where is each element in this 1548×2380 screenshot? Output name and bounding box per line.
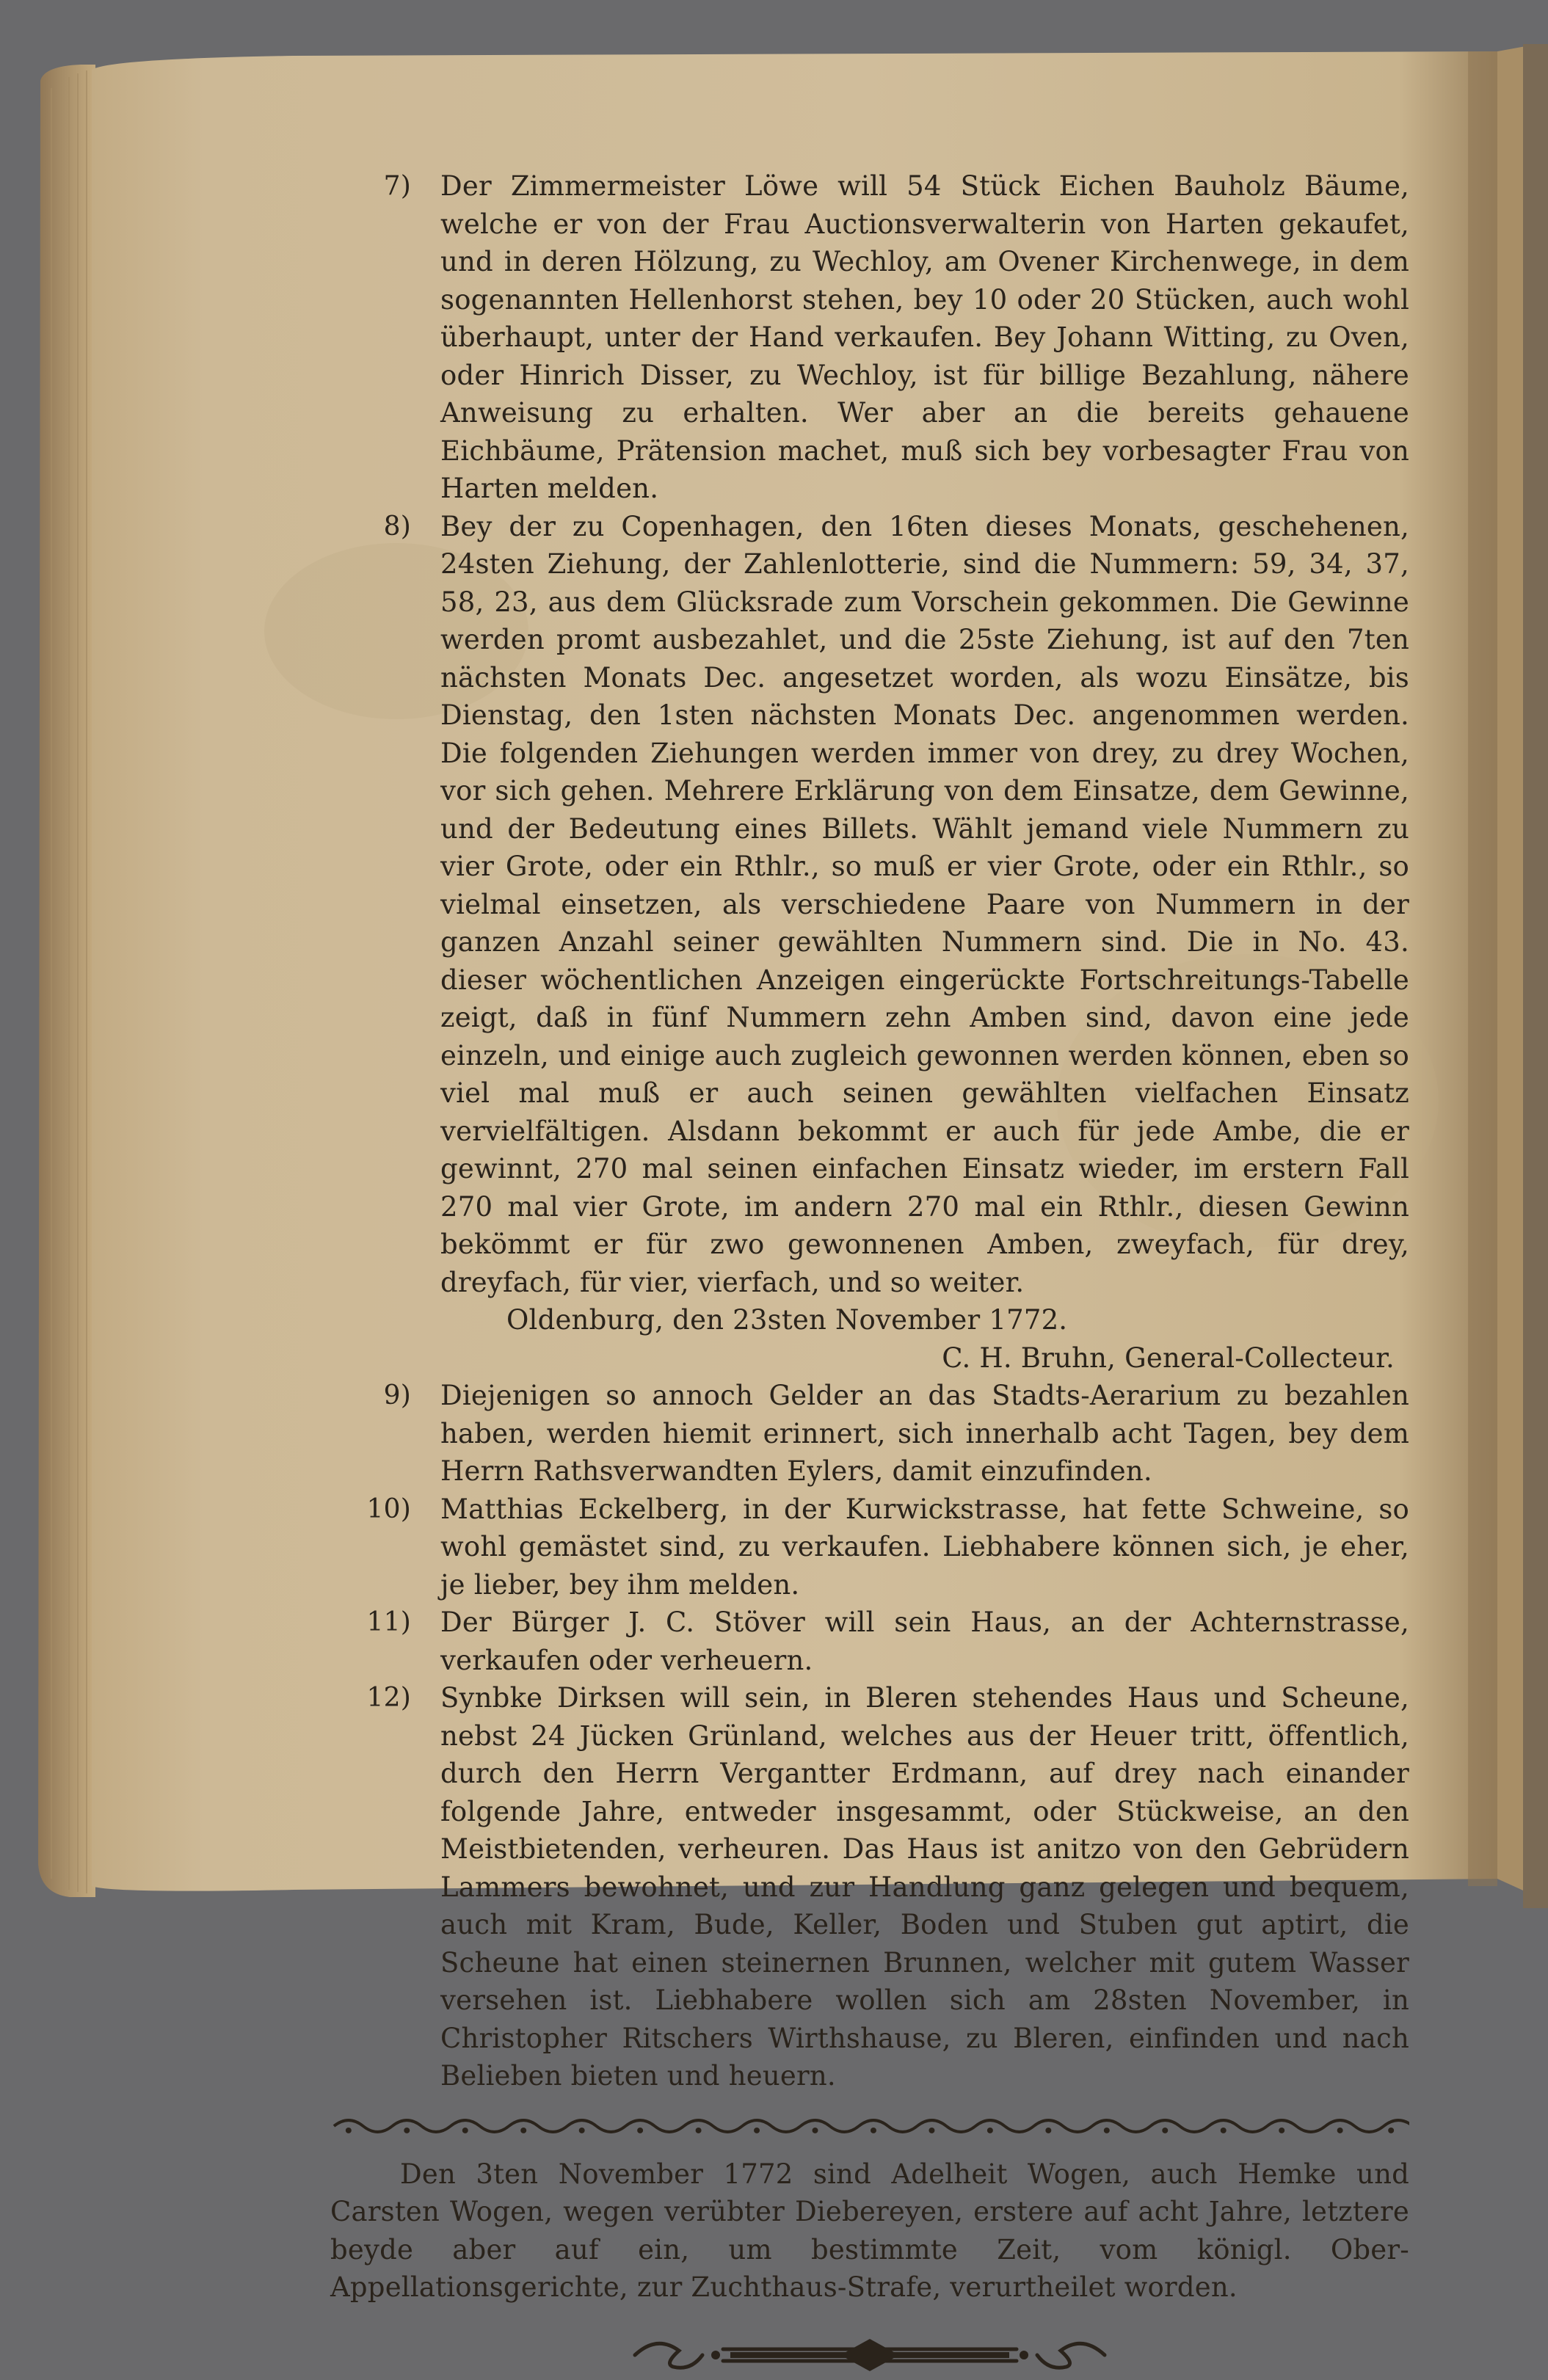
entry-number: 7)	[383, 171, 411, 201]
wave-divider	[330, 2111, 1409, 2145]
entry-text: Diejenigen so annoch Gelder an das Stadts-Aerarium zu bezahlen haben, werden hiemit erinnert, sich innerhalb acht Tagen, bey dem Herrn Rathsverwandten Eylers, damit einzufinden.	[440, 1380, 1409, 1487]
entry-11	[330, 1604, 1409, 1679]
entry-text: Der Bürger J. C. Stöver will sein Haus, an der Achternstrasse, verkaufen oder verheuern.	[440, 1606, 1409, 1676]
entry-number: 11)	[366, 1607, 411, 1637]
entry-7	[330, 167, 1409, 508]
notice-paragraph: Den 3ten November 1772 sind Adelheit Wogen, auch Hemke und Carsten Wogen, wegen verübter Diebereyen, erstere auf acht Jahre, letztere beyde aber auf ein, um bestimmte Zeit, vom königl. Ober-Appellationsgerichte, zur Zuchthaus-Strafe, verurtheilet worden.	[330, 2158, 1409, 2303]
entry-12	[330, 1679, 1409, 2095]
wave-ornament-icon	[330, 2111, 1409, 2141]
entry-10	[330, 1491, 1409, 1604]
entry-text: Synbke Dirksen will sein, in Bleren stehendes Haus und Scheune, nebst 24 Jücken Grünland, welches aus der Heuer tritt, öffentlich, durch den Herrn Vergantter Erdmann, auf drey nach einander folgende Jahre, entweder insgesammt, oder Stückweise, an den Meistbietenden, verheuren. Das Haus ist anitzo von den Gebrüdern Lammers bewohnet, und zur Handlung ganz gelegen und bequem, auch mit Kram, Bude, Keller, Boden und Stuben gut aptirt, die Scheune hat einen steinernen Brunnen, welcher mit gutem Wasser versehen ist. Liebhabere wollen sich am 28sten November, in Christopher Ritschers Wirthshause, zu Bleren, einfinden und nach Belieben bieten und heuern.	[440, 1682, 1409, 2092]
signature: C. H. Bruhn, General-Collecteur.	[942, 1342, 1395, 1374]
entry-text: Der Zimmermeister Löwe will 54 Stück Eichen Bauholz Bäume, welche er von der Frau Auctionsverwalterin von Harten gekaufet, und in deren Hölzung, zu Wechloy, am Ovener Kirchenwege, in dem sogenannten Hellenhorst stehen, bey 10 oder 20 Stücken, auch wohl überhaupt, unter der Hand verkaufen. Bey Johann Witting, zu Oven, oder Hinrich Disser, zu Wechloy, ist für billige Bezahlung, nähere Anweisung zu erhalten. Wer aber an die bereits gehauene Eichbäume, Prätension machet, muß sich bey vorbesagter Frau von Harten melden.	[440, 170, 1409, 504]
book-page	[117, 73, 1497, 2303]
entry-number: 10)	[366, 1493, 411, 1524]
text-block	[330, 167, 1409, 2380]
entry-8	[330, 508, 1409, 1378]
entry-text: Matthias Eckelberg, in der Kurwickstrasse, hat fette Schweine, so wohl gemästet sind, zu verkaufen. Liebhabere können sich, je eher, je lieber, bey ihm melden.	[440, 1493, 1409, 1601]
entry-text: Bey der zu Copenhagen, den 16ten dieses Monats, geschehenen, 24sten Ziehung, der Zahlenlotterie, sind die Nummern: 59, 34, 37, 58, 23, aus dem Glücksrade zum Vorschein gekommen. Die Gewinne werden promt ausbezahlet, und die 25ste Ziehung, ist auf den 7ten nächsten Monats Dec. angesetzet worden, als wozu Einsätze, bis Dienstag, den 1sten nächsten Monats Dec. angenommen werden. Die folgenden Ziehungen werden immer von drey, zu drey Wochen, vor sich gehen. Mehrere Erklärung von dem Einsatze, dem Gewinne, und der Bedeutung eines Billets. Wählt jemand viele Nummern zu vier Grote, oder ein Rthlr., so muß er vier Grote, oder ein Rthlr., so vielmal einsetzen, als verschiedene Paare von Nummern in der ganzen Anzahl seiner gewählten Nummern sind. Die in No. 43. dieser wöchentlichen Anzeigen eingerückte Fortschreitungs-Tabelle zeigt, daß in fünf Nummern zehn Amben sind, davon eine jede einzeln, und einige auch zugleich gewonnen werden können, eben so viel mal muß er auch seinen gewählten vielfachen Einsatz vervielfältigen. Alsdann bekommt er auch für jede Ambe, die er gewinnt, 270 mal seinen einfachen Einsatz wieder, im erstern Fall 270 mal vier Grote, im andern 270 mal ein Rthlr., diesen Gewinn bekömmt er für zwo gewonnenen Amben, zweyfach, für drey, dreyfach, für vier, vierfach, und so weiter.	[440, 510, 1409, 1298]
entry-number: 12)	[366, 1683, 411, 1713]
entry-9	[330, 1377, 1409, 1491]
scroll-ornament-icon	[620, 2333, 1119, 2377]
entry-number: 9)	[383, 1380, 411, 1411]
entry-number: 8)	[383, 511, 411, 542]
dateline: Oldenburg, den 23sten November 1772.	[506, 1304, 1068, 1336]
closing-ornament	[330, 2333, 1409, 2380]
